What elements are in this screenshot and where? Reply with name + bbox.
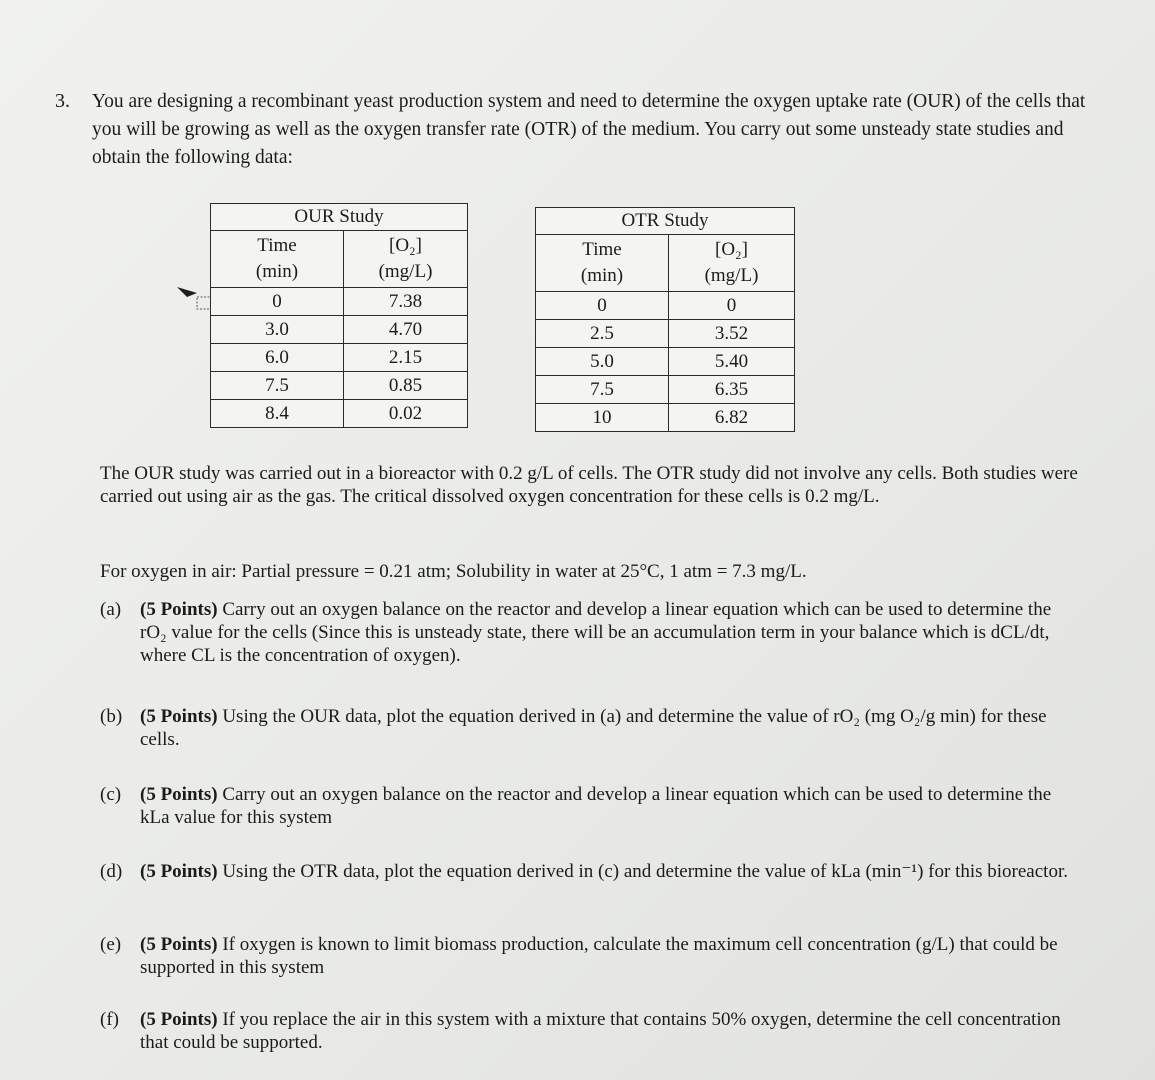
our-time-cell: 6.0	[211, 344, 344, 372]
mouse-cursor-icon	[175, 283, 215, 313]
part-f-points: (5 Points)	[140, 1009, 218, 1030]
otr-time-cell: 5.0	[536, 348, 669, 376]
our-time-cell: 8.4	[211, 400, 344, 428]
our-o2-unit: (mg/L)	[378, 261, 433, 282]
table-row	[536, 348, 795, 376]
our-study-table	[210, 203, 468, 428]
part-c-label: (c)	[100, 784, 122, 805]
part-f-text: If you replace the air in this system with a mixture that contains 50% oxygen, determine the cell concentration that could be supported.	[140, 1009, 1061, 1053]
our-time-unit: (min)	[255, 261, 299, 282]
otr-study-table	[535, 207, 795, 432]
part-f-label: (f)	[100, 1009, 119, 1030]
question-number: 3.	[55, 90, 70, 112]
otr-o2-cell: 3.52	[669, 320, 795, 348]
part-c-text: Carry out an oxygen balance on the reactor and develop a linear equation which can be used to determine the kLa value for this system	[140, 784, 1052, 828]
otr-time-unit: (min)	[580, 265, 624, 286]
part-b-label: (b)	[100, 706, 123, 727]
table-row	[211, 400, 468, 428]
part-d-text: Using the OTR data, plot the equation derived in (c) and determine the value of kLa (min⁻¹) for this bioreactor.	[222, 861, 1068, 882]
table-row	[211, 372, 468, 400]
part-e-points: (5 Points)	[140, 934, 218, 955]
otr-o2-label: [O₂]	[715, 239, 748, 260]
otr-time-label: Time	[582, 239, 622, 260]
our-o2-cell: 4.70	[344, 316, 468, 344]
context-paragraph: The OUR study was carried out in a bioreactor with 0.2 g/L of cells. The OTR study did not involve any cells. Both studies were carried out using air as the gas. The critical dissolved oxygen concentration for these cells is 0.2 mg/L.	[100, 463, 1078, 507]
otr-o2-unit: (mg/L)	[704, 265, 759, 286]
question-intro: You are designing a recombinant yeast production system and need to determine the oxygen uptake rate (OUR) of the cells that you will be growing as well as the oxygen transfer rate (OTR) of the medium. You carry out some unsteady state studies and obtain the following data:	[92, 91, 1086, 168]
our-time-label: Time	[257, 235, 297, 256]
otr-o2-cell: 5.40	[669, 348, 795, 376]
table-row	[536, 404, 795, 432]
part-e-text: If oxygen is known to limit biomass production, calculate the maximum cell concentration (g/L) that could be supported in this system	[140, 934, 1058, 978]
our-o2-cell: 0.02	[344, 400, 468, 428]
table-row	[211, 316, 468, 344]
our-o2-cell: 7.38	[344, 288, 468, 316]
table-row	[536, 376, 795, 404]
our-o2-header	[344, 231, 468, 288]
otr-time-cell: 10	[536, 404, 669, 432]
our-time-header	[211, 231, 344, 288]
otr-time-cell: 7.5	[536, 376, 669, 404]
our-o2-cell: 0.85	[344, 372, 468, 400]
otr-time-header	[536, 235, 669, 292]
our-time-cell: 3.0	[211, 316, 344, 344]
otr-time-cell: 2.5	[536, 320, 669, 348]
our-time-cell: 0	[211, 288, 344, 316]
table-row	[536, 320, 795, 348]
part-a-label: (a)	[100, 599, 122, 620]
table-row	[211, 288, 468, 316]
part-d-points: (5 Points)	[140, 861, 218, 882]
otr-o2-cell: 6.35	[669, 376, 795, 404]
part-a-text: Carry out an oxygen balance on the reactor and develop a linear equation which can be used to determine the rO₂ value for the cells (Since this is unsteady state, there will be an accumulation term in your balance which is dCL/dt, where CL is the concentration of oxygen).	[140, 599, 1052, 666]
part-c-points: (5 Points)	[140, 784, 218, 805]
otr-time-cell: 0	[536, 292, 669, 320]
table-row	[211, 344, 468, 372]
our-o2-label: [O₂]	[389, 235, 422, 256]
part-a-points: (5 Points)	[140, 599, 218, 620]
otr-o2-header	[669, 235, 795, 292]
part-b-points: (5 Points)	[140, 706, 218, 727]
part-e-label: (e)	[100, 934, 122, 955]
part-b-text: Using the OUR data, plot the equation derived in (a) and determine the value of rO₂ (mg O₂/g min) for these cells.	[140, 706, 1047, 750]
otr-study-title: OTR Study	[536, 208, 795, 235]
otr-o2-cell: 0	[669, 292, 795, 320]
our-time-cell: 7.5	[211, 372, 344, 400]
our-o2-cell: 2.15	[344, 344, 468, 372]
our-study-title: OUR Study	[211, 204, 468, 231]
otr-o2-cell: 6.82	[669, 404, 795, 432]
air-info-paragraph: For oxygen in air: Partial pressure = 0.21 atm; Solubility in water at 25°C, 1 atm = 7.3 mg/L.	[100, 561, 807, 582]
table-row	[536, 292, 795, 320]
part-d-label: (d)	[100, 861, 123, 882]
